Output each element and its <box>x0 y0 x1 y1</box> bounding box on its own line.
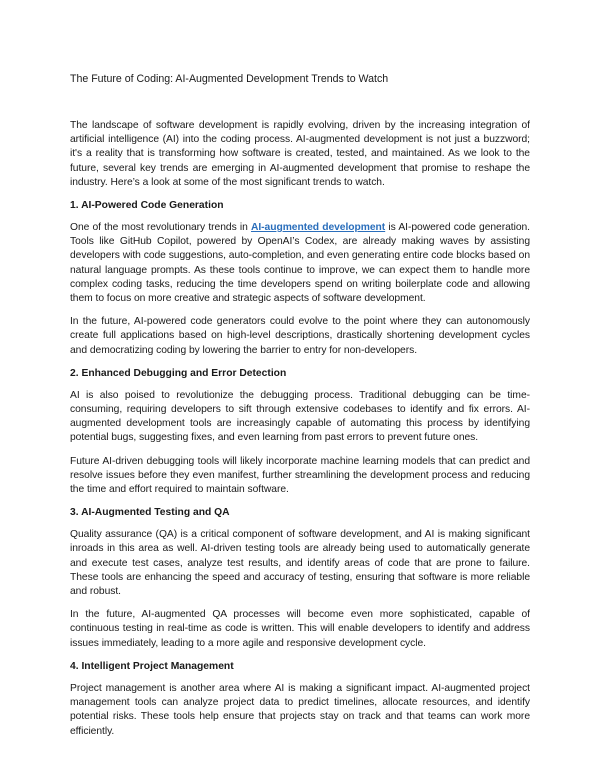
text-after-link: is AI-powered code generation. Tools like GitHub Copilot, powered by OpenAI’s Codex, are already making waves by assisting developers with code suggestions, auto-completion, and even generating entire code blocks based on natural language prompts. As these tools continue to improve, we can expect them to handle more complex coding tasks, reducing the time developers spend on writing boilerplate code and allowing them to focus on more creative and strategic aspects of software development. <box>70 222 530 305</box>
document-page <box>70 72 530 748</box>
ai-augmented-development-link[interactable]: AI-augmented development <box>250 222 386 234</box>
section-2-paragraph-2: Future AI-driven debugging tools will likely incorporate machine learning models that can predict and resolve issues before they even manifest, further streamlining the development process and reducing the time and effort required to maintain software. <box>70 455 530 496</box>
section-3-paragraph-1: Quality assurance (QA) is a critical component of software development, and AI is making significant inroads in this area as well. AI-driven testing tools are already being used to automatically generate and execute test cases, analyze test results, and identify areas of code that are prone to failure. These tools are enhancing the speed and accuracy of testing, ensuring that software is more reliable and robust. <box>70 529 530 598</box>
section-heading-2: 2. Enhanced Debugging and Error Detection <box>70 367 287 379</box>
section-1-paragraph-1 <box>70 221 530 306</box>
section-3-paragraph-2: In the future, AI-augmented QA processes will become even more sophisticated, capable of continuous testing in real-time as code is written. This will enable developers to identify and address issues immediately, leading to a more agile and responsive development cycle. <box>70 609 530 649</box>
document-title: The Future of Coding: AI-Augmented Development Trends to Watch <box>70 73 389 85</box>
section-heading-3: 3. AI-Augmented Testing and QA <box>70 507 230 519</box>
section-1-paragraph-2: In the future, AI-powered code generators could evolve to the point where they can autonomously create full applications based on high-level descriptions, drastically shortening development cycles and democratizing coding by lowering the barrier to entry for non-developers. <box>70 316 530 356</box>
section-2-paragraph-1: AI is also poised to revolutionize the debugging process. Traditional debugging can be time-consuming, requiring developers to sift through extensive codebases to identify and fix errors. AI-augmented development tools are increasingly capable of automating this process by identifying potential bugs, suggesting fixes, and even learning from past errors to prevent future ones. <box>70 389 530 444</box>
intro-paragraph: The landscape of software development is rapidly evolving, driven by the increasing integration of artificial intelligence (AI) into the coding process. AI-augmented development is not just a buzzword; it's a reality that is transforming how software is created, tested, and maintained. As we look to the future, several key trends are emerging in AI-augmented development that promise to reshape the industry. Here’s a look at some of the most significant trends to watch. <box>70 120 530 188</box>
section-heading-4: 4. Intelligent Project Management <box>70 660 234 672</box>
section-heading-1: 1. AI-Powered Code Generation <box>70 200 224 212</box>
section-4-paragraph-1: Project management is another area where AI is making a significant impact. AI-augmented project management tools can analyze project data to predict timelines, allocate resources, and identify potential risks. These tools help ensure that projects stay on track and that teams can work more efficiently. <box>70 682 530 737</box>
text-before-link: One of the most revolutionary trends in <box>70 222 251 234</box>
